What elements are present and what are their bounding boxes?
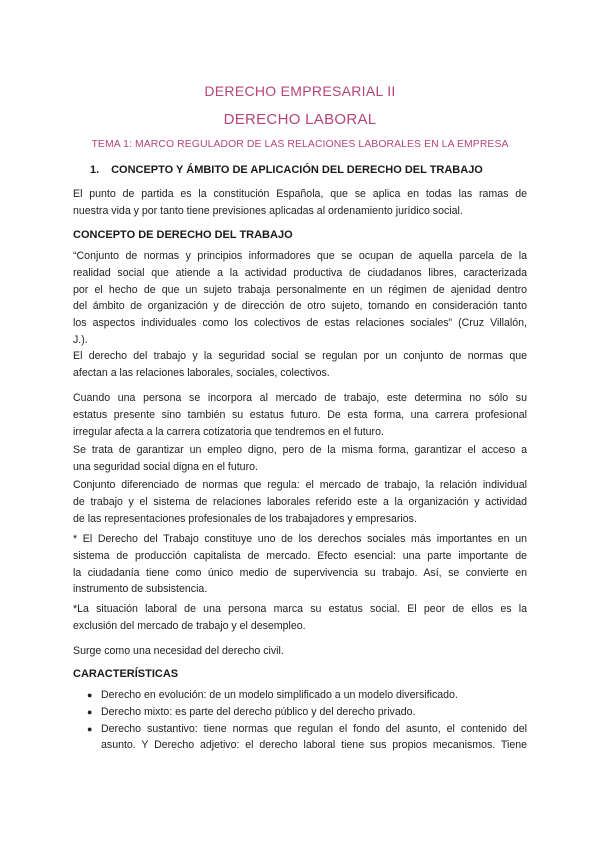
- paragraph-definition: [73, 248, 527, 349]
- paragraph-civil-law: [73, 643, 527, 660]
- paragraph-social-status: [73, 601, 527, 635]
- text-line: una seguridad social digna en el futuro.: [73, 460, 258, 473]
- text-line: Surge como una necesidad del derecho civil.: [73, 645, 284, 657]
- text-line: Cuando una persona se incorpora al mercado de trabajo, este determina no sólo su: [73, 392, 527, 404]
- text-line: instrumento de subsistencia.: [73, 583, 208, 596]
- section-number: 1.: [90, 164, 100, 176]
- text-line: realidad social que atiende a la actividad productiva de ciudadanos libres, caracterizada: [73, 266, 527, 279]
- bullet-icon: ●: [87, 706, 93, 717]
- list-item: [73, 721, 527, 755]
- document-title: DERECHO EMPRESARIAL II: [204, 83, 396, 99]
- text-line: asunto. Y Derecho adjetivo: el derecho laboral tiene sus propios mecanismos. Tiene: [101, 739, 527, 752]
- topic-heading: TEMA 1: MARCO REGULADOR DE LAS RELACIONES LABORALES EN LA EMPRESA: [91, 139, 509, 150]
- document-subject: DERECHO LABORAL: [223, 111, 377, 128]
- paragraph-decent-employment: [73, 442, 527, 476]
- text-line: J.).: [73, 333, 88, 346]
- text-line: de trabajo y el sistema de relaciones laborales referido este a la organización y actividad: [73, 495, 527, 508]
- text-line: exclusión del mercado de trabajo y el desempleo.: [73, 619, 306, 632]
- text-line: El punto de partida es la constitución Española, que se aplica en todas las ramas de: [73, 188, 527, 200]
- text-line: por el hecho de que un sujeto trabaja personalmente en un régimen de ajenidad dentro: [73, 283, 527, 296]
- text-line: Conjunto diferenciado de normas que regula: el mercado de trabajo, la relación individual: [73, 479, 527, 491]
- text-line: Se trata de garantizar un empleo digno, pero de la misma forma, garantizar el acceso a: [73, 444, 527, 456]
- text-line: estatus presente sino también su estatus futuro. De esta forma, una carrera profesional: [73, 408, 527, 421]
- paragraph-norms: [73, 477, 527, 527]
- text-line: irregular afecta a la carrera cotizatoria que tendremos en el futuro.: [73, 425, 384, 438]
- text-line: del ámbito de organización y de dirección de otro sujeto, tomando en consideración tanto: [73, 300, 527, 313]
- paragraph-intro: [73, 186, 527, 220]
- text-line: Derecho en evolución: de un modelo simplificado a un modelo diversificado.: [101, 689, 458, 701]
- text-line: “Conjunto de normas y principios informadores que se ocupan de aquella parcela de la: [73, 250, 527, 262]
- text-line: de las representaciones profesionales de los trabajadores y empresarios.: [73, 512, 417, 525]
- list-item: [73, 704, 527, 721]
- section-heading: [90, 164, 483, 176]
- text-line: los aspectos individuales como los colectivos de estas relaciones sociales” (Cruz Villalón,: [73, 317, 527, 330]
- subheading-concepto: CONCEPTO DE DERECHO DEL TRABAJO: [73, 229, 293, 241]
- section-title: CONCEPTO Y ÁMBITO DE APLICACIÓN DEL DERECHO DEL TRABAJO: [111, 164, 483, 176]
- text-line: Derecho sustantivo: tiene normas que regulan el fondo del asunto, el contenido del: [101, 722, 527, 735]
- text-line: la ciudadanía tiene como único medio de supervivencia su trabajo. Así, se convierte en: [73, 566, 527, 579]
- text-line: *La situación laboral de una persona marca su estatus social. El peor de ellos es la: [73, 603, 527, 615]
- text-line: nuestra vida y por tanto tiene previsiones aplicadas al ordenamiento jurídico social.: [73, 204, 463, 217]
- paragraph-labor-market: [73, 390, 527, 440]
- characteristics-list: [73, 687, 527, 754]
- text-line: El derecho del trabajo y la seguridad social se regulan por un conjunto de normas que: [73, 350, 527, 362]
- bullet-icon: ●: [87, 723, 93, 734]
- list-item: [73, 687, 527, 704]
- subheading-caracteristicas: CARACTERÍSTICAS: [73, 668, 179, 680]
- text-line: sistema de producción capitalista de mercado. Efecto esencial: una parte importante de: [73, 549, 527, 562]
- paragraph-regulation: [73, 348, 527, 382]
- text-line: Derecho mixto: es parte del derecho público y del derecho privado.: [101, 705, 416, 718]
- text-line: afectan a las relaciones laborales, sociales, colectivos.: [73, 366, 330, 379]
- bullet-icon: ●: [87, 690, 93, 700]
- text-line: * El Derecho del Trabajo constituye uno de los derechos sociales más importantes en un: [73, 533, 527, 545]
- paragraph-social-right: [73, 531, 527, 598]
